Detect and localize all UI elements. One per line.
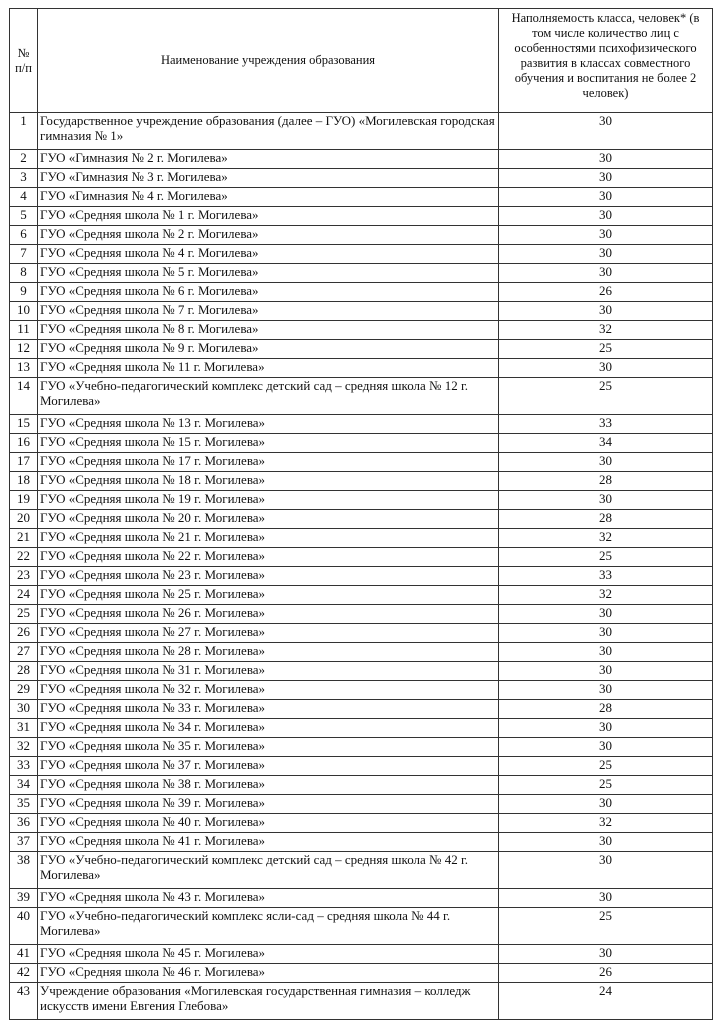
class-capacity-value: 26	[499, 283, 713, 302]
row-number: 19	[10, 491, 38, 510]
table-row	[10, 681, 713, 700]
row-number: 7	[10, 245, 38, 264]
class-capacity-value: 30	[499, 643, 713, 662]
table-row	[10, 529, 713, 548]
table-row	[10, 662, 713, 681]
class-capacity-value: 30	[499, 624, 713, 643]
table-row	[10, 434, 713, 453]
class-capacity-value: 25	[499, 776, 713, 795]
institution-name: ГУО «Гимназия № 3 г. Могилева»	[38, 169, 499, 188]
class-capacity-value: 32	[499, 529, 713, 548]
row-number: 17	[10, 453, 38, 472]
table-row	[10, 548, 713, 567]
institution-name: ГУО «Средняя школа № 45 г. Могилева»	[38, 945, 499, 964]
table-row	[10, 113, 713, 150]
row-number: 20	[10, 510, 38, 529]
table-header-row	[10, 9, 713, 113]
class-capacity-value: 28	[499, 510, 713, 529]
class-capacity-value: 30	[499, 833, 713, 852]
row-number: 11	[10, 321, 38, 340]
schools-table	[9, 8, 713, 1020]
class-capacity-value: 25	[499, 378, 713, 415]
row-number: 25	[10, 605, 38, 624]
table-row	[10, 378, 713, 415]
institution-name: ГУО «Средняя школа № 25 г. Могилева»	[38, 586, 499, 605]
institution-name: ГУО «Средняя школа № 35 г. Могилева»	[38, 738, 499, 757]
table-row	[10, 510, 713, 529]
institution-name: ГУО «Средняя школа № 20 г. Могилева»	[38, 510, 499, 529]
row-number: 33	[10, 757, 38, 776]
class-capacity-value: 30	[499, 169, 713, 188]
institution-name: ГУО «Средняя школа № 18 г. Могилева»	[38, 472, 499, 491]
row-number: 41	[10, 945, 38, 964]
row-number: 36	[10, 814, 38, 833]
table-row	[10, 207, 713, 226]
table-row	[10, 567, 713, 586]
institution-name: Учреждение образования «Могилевская государственная гимназия – колледж искусств имени Евгения Глебова»	[38, 983, 499, 1020]
institution-name: ГУО «Средняя школа № 9 г. Могилева»	[38, 340, 499, 359]
institution-name: ГУО «Средняя школа № 41 г. Могилева»	[38, 833, 499, 852]
institution-name: ГУО «Учебно-педагогический комплекс детский сад – средняя школа № 12 г. Могилева»	[38, 378, 499, 415]
row-number: 37	[10, 833, 38, 852]
row-number: 31	[10, 719, 38, 738]
institution-name: ГУО «Средняя школа № 23 г. Могилева»	[38, 567, 499, 586]
class-capacity-value: 24	[499, 983, 713, 1020]
table-row	[10, 359, 713, 378]
class-capacity-value: 30	[499, 207, 713, 226]
table-row	[10, 643, 713, 662]
institution-name: ГУО «Гимназия № 4 г. Могилева»	[38, 188, 499, 207]
table-row	[10, 814, 713, 833]
institution-name: ГУО «Средняя школа № 7 г. Могилева»	[38, 302, 499, 321]
table-row	[10, 226, 713, 245]
table-row	[10, 340, 713, 359]
institution-name: ГУО «Средняя школа № 26 г. Могилева»	[38, 605, 499, 624]
row-number: 40	[10, 908, 38, 945]
class-capacity-value: 32	[499, 586, 713, 605]
table-row	[10, 776, 713, 795]
institution-name: ГУО «Средняя школа № 32 г. Могилева»	[38, 681, 499, 700]
row-number: 9	[10, 283, 38, 302]
table-row	[10, 169, 713, 188]
row-number: 22	[10, 548, 38, 567]
table-row	[10, 983, 713, 1020]
institution-name: ГУО «Средняя школа № 21 г. Могилева»	[38, 529, 499, 548]
row-number: 21	[10, 529, 38, 548]
row-number: 13	[10, 359, 38, 378]
institution-name: ГУО «Учебно-педагогический комплекс детский сад – средняя школа № 42 г. Могилева»	[38, 852, 499, 889]
class-capacity-value: 30	[499, 245, 713, 264]
table-row	[10, 605, 713, 624]
institution-name: ГУО «Средняя школа № 34 г. Могилева»	[38, 719, 499, 738]
class-capacity-value: 30	[499, 605, 713, 624]
row-number: 5	[10, 207, 38, 226]
table-row	[10, 719, 713, 738]
class-capacity-value: 30	[499, 945, 713, 964]
header-number: № п/п	[10, 9, 38, 113]
institution-name: ГУО «Средняя школа № 37 г. Могилева»	[38, 757, 499, 776]
row-number: 43	[10, 983, 38, 1020]
header-class-capacity: Наполняемость класса, человек* (в том числе количество лиц с особенностями психофизического развития в классах совместного обучения и воспитания не более 2 человек)	[499, 9, 713, 113]
row-number: 18	[10, 472, 38, 491]
row-number: 38	[10, 852, 38, 889]
class-capacity-value: 30	[499, 226, 713, 245]
table-row	[10, 264, 713, 283]
row-number: 14	[10, 378, 38, 415]
row-number: 26	[10, 624, 38, 643]
row-number: 1	[10, 113, 38, 150]
institution-name: ГУО «Средняя школа № 40 г. Могилева»	[38, 814, 499, 833]
institution-name: ГУО «Средняя школа № 6 г. Могилева»	[38, 283, 499, 302]
class-capacity-value: 30	[499, 719, 713, 738]
row-number: 15	[10, 415, 38, 434]
institution-name: ГУО «Гимназия № 2 г. Могилева»	[38, 150, 499, 169]
class-capacity-value: 30	[499, 359, 713, 378]
row-number: 2	[10, 150, 38, 169]
header-institution-name: Наименование учреждения образования	[38, 9, 499, 113]
row-number: 8	[10, 264, 38, 283]
row-number: 6	[10, 226, 38, 245]
class-capacity-value: 30	[499, 302, 713, 321]
table-row	[10, 491, 713, 510]
institution-name: ГУО «Средняя школа № 31 г. Могилева»	[38, 662, 499, 681]
class-capacity-value: 30	[499, 113, 713, 150]
table-row	[10, 150, 713, 169]
institution-name: ГУО «Средняя школа № 27 г. Могилева»	[38, 624, 499, 643]
table-row	[10, 738, 713, 757]
institution-name: ГУО «Средняя школа № 28 г. Могилева»	[38, 643, 499, 662]
institution-name: ГУО «Средняя школа № 2 г. Могилева»	[38, 226, 499, 245]
row-number: 24	[10, 586, 38, 605]
institution-name: ГУО «Средняя школа № 43 г. Могилева»	[38, 889, 499, 908]
table-row	[10, 321, 713, 340]
table-row	[10, 283, 713, 302]
row-number: 10	[10, 302, 38, 321]
table-row	[10, 700, 713, 719]
row-number: 34	[10, 776, 38, 795]
class-capacity-value: 32	[499, 814, 713, 833]
table-row	[10, 453, 713, 472]
class-capacity-value: 25	[499, 757, 713, 776]
institution-name: ГУО «Средняя школа № 13 г. Могилева»	[38, 415, 499, 434]
institution-name: ГУО «Средняя школа № 46 г. Могилева»	[38, 964, 499, 983]
institution-name: ГУО «Средняя школа № 39 г. Могилева»	[38, 795, 499, 814]
row-number: 23	[10, 567, 38, 586]
class-capacity-value: 33	[499, 567, 713, 586]
class-capacity-value: 30	[499, 150, 713, 169]
class-capacity-value: 30	[499, 491, 713, 510]
institution-name: ГУО «Средняя школа № 11 г. Могилева»	[38, 359, 499, 378]
row-number: 39	[10, 889, 38, 908]
institution-name: ГУО «Средняя школа № 19 г. Могилева»	[38, 491, 499, 510]
class-capacity-value: 30	[499, 852, 713, 889]
table-row	[10, 852, 713, 889]
institution-name: ГУО «Средняя школа № 17 г. Могилева»	[38, 453, 499, 472]
institution-name: ГУО «Средняя школа № 15 г. Могилева»	[38, 434, 499, 453]
row-number: 12	[10, 340, 38, 359]
table-row	[10, 757, 713, 776]
class-capacity-value: 28	[499, 472, 713, 491]
table-row	[10, 624, 713, 643]
class-capacity-value: 30	[499, 453, 713, 472]
institution-name: ГУО «Средняя школа № 33 г. Могилева»	[38, 700, 499, 719]
institution-name: ГУО «Средняя школа № 5 г. Могилева»	[38, 264, 499, 283]
row-number: 32	[10, 738, 38, 757]
institution-name: Государственное учреждение образования (далее – ГУО) «Могилевская городская гимназия № 1»	[38, 113, 499, 150]
row-number: 4	[10, 188, 38, 207]
institution-name: ГУО «Учебно-педагогический комплекс ясли-сад – средняя школа № 44 г. Могилева»	[38, 908, 499, 945]
table-row	[10, 586, 713, 605]
table-row	[10, 188, 713, 207]
row-number: 3	[10, 169, 38, 188]
class-capacity-value: 30	[499, 795, 713, 814]
class-capacity-value: 30	[499, 738, 713, 757]
row-number: 35	[10, 795, 38, 814]
row-number: 27	[10, 643, 38, 662]
row-number: 16	[10, 434, 38, 453]
row-number: 30	[10, 700, 38, 719]
table-row	[10, 795, 713, 814]
class-capacity-value: 30	[499, 681, 713, 700]
class-capacity-value: 25	[499, 548, 713, 567]
table-row	[10, 302, 713, 321]
table-row	[10, 833, 713, 852]
table-row	[10, 945, 713, 964]
table-row	[10, 245, 713, 264]
institution-name: ГУО «Средняя школа № 8 г. Могилева»	[38, 321, 499, 340]
table-row	[10, 908, 713, 945]
class-capacity-value: 30	[499, 264, 713, 283]
class-capacity-value: 25	[499, 340, 713, 359]
class-capacity-value: 26	[499, 964, 713, 983]
table-row	[10, 964, 713, 983]
institution-name: ГУО «Средняя школа № 22 г. Могилева»	[38, 548, 499, 567]
class-capacity-value: 33	[499, 415, 713, 434]
class-capacity-value: 30	[499, 662, 713, 681]
class-capacity-value: 28	[499, 700, 713, 719]
table-row	[10, 889, 713, 908]
institution-name: ГУО «Средняя школа № 1 г. Могилева»	[38, 207, 499, 226]
institution-name: ГУО «Средняя школа № 4 г. Могилева»	[38, 245, 499, 264]
table-row	[10, 472, 713, 491]
institution-name: ГУО «Средняя школа № 38 г. Могилева»	[38, 776, 499, 795]
class-capacity-value: 34	[499, 434, 713, 453]
table-row	[10, 415, 713, 434]
class-capacity-value: 32	[499, 321, 713, 340]
row-number: 29	[10, 681, 38, 700]
class-capacity-value: 30	[499, 188, 713, 207]
row-number: 28	[10, 662, 38, 681]
class-capacity-value: 25	[499, 908, 713, 945]
row-number: 42	[10, 964, 38, 983]
class-capacity-value: 30	[499, 889, 713, 908]
